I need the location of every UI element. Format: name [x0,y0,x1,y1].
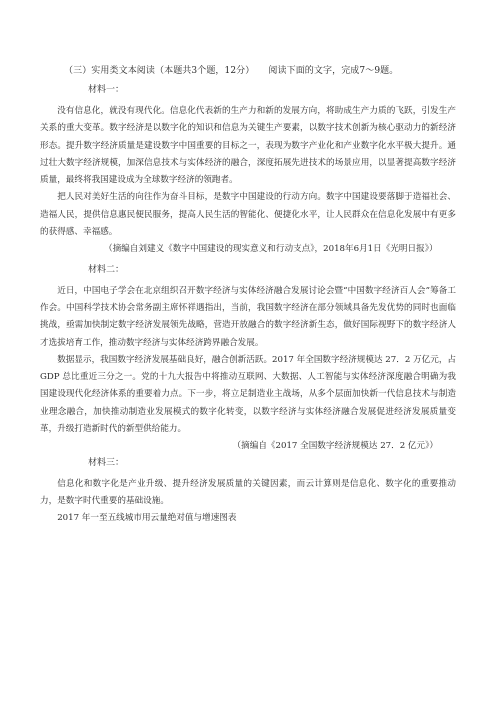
material1-source: （摘编自刘建义《数字中国建设的现实意义和行动支点》，2018年6月1日《光明日报》） [104,244,438,255]
material2-paragraph-1: 近日，中国电子学会在北京组织召开数字经济与实体经济融合发展讨论会暨“中国数字经济百人会”筹备工作会。中国科学技术协会常务副主席怀祥遇指出，当前，我国数字经济在部分领域具备先发优势的同时也面临挑战，亟需加快制定数字经济发展领先战略，营造开放融合的数字经济新生态，做好国际视野下的数字经济人才选拔培育工作，推动数字经济与实体经济跨界融合发展。 [40,285,456,348]
material2-source: （摘编自《2017 全国数字经济规模达 27．2 亿元》） [232,441,438,452]
section-heading [64,64,456,78]
material1-paragraph-1: 没有信息化，就没有现代化。信息化代表新的生产力和新的发展方向，将助成生产力质的飞跃，引发生产关系的重大变革。数字经济是以数字化的知识和信息为关键生产要素，以数字技术创新为核心驱动力的新经济形态。提升数字经济质量是建设数字中国重要的目标之一，表现为数字产业化和产业数字化水平极大提升。通过壮大数字经济规模，加深信息技术与实体经济的融合，深度拓展先进技术的场景应用，以显著提高数字经济质量，最终将我国建设成为全球数字经济的领跑者。 [40,106,456,186]
material1-label: 材料一： [88,85,125,95]
section-instruction: 阅读下面的文字，完成7～9题。 [268,66,399,76]
section-title: （三）实用类文本阅读（本题共3个题，12分） [64,66,255,76]
material3-paragraph-1: 信息化和数字化是产业升级、提升经济发展质量的关键因素，而云计算则是信息化、数字化的重要推动力，是数字时代重要的基础设施。 [40,478,456,506]
material2-paragraph-2: 数据显示，我国数字经济发展基础良好，融合创新活跃。2017 年全国数字经济规模达 27．2 万亿元，占 GDP 总比重近三分之一。党的十九大报告中将推动互联网、大数据、人工智能与实体经济深度融合明确为我国建设现代化经济体系的重要着力点。下一步，将立足制造业主战场，从多个层面加快新一代信息技术与制造业理念融合，加快推动制造业发展模式的数字化转变，以数字经济与实体经济融合发展促进经济发展质量变革，升级打造新时代的新型供给能力。 [40,354,457,435]
chart-caption: 2017 年一至五线城市用云量绝对值与增速图表 [57,513,237,524]
material2-label: 材料二： [88,264,125,275]
material1-paragraph-2: 把人民对美好生活的向往作为奋斗目标，是数字中国建设的行动方向。数字中国建设要落脚于造福社会、造福人民，提供信息惠民便民服务，提高人民生活的智能化、便捷化水平，让人民群众在信息化发展中有更多的获得感、幸福感。 [40,192,456,238]
material3-label: 材料三： [88,457,125,468]
